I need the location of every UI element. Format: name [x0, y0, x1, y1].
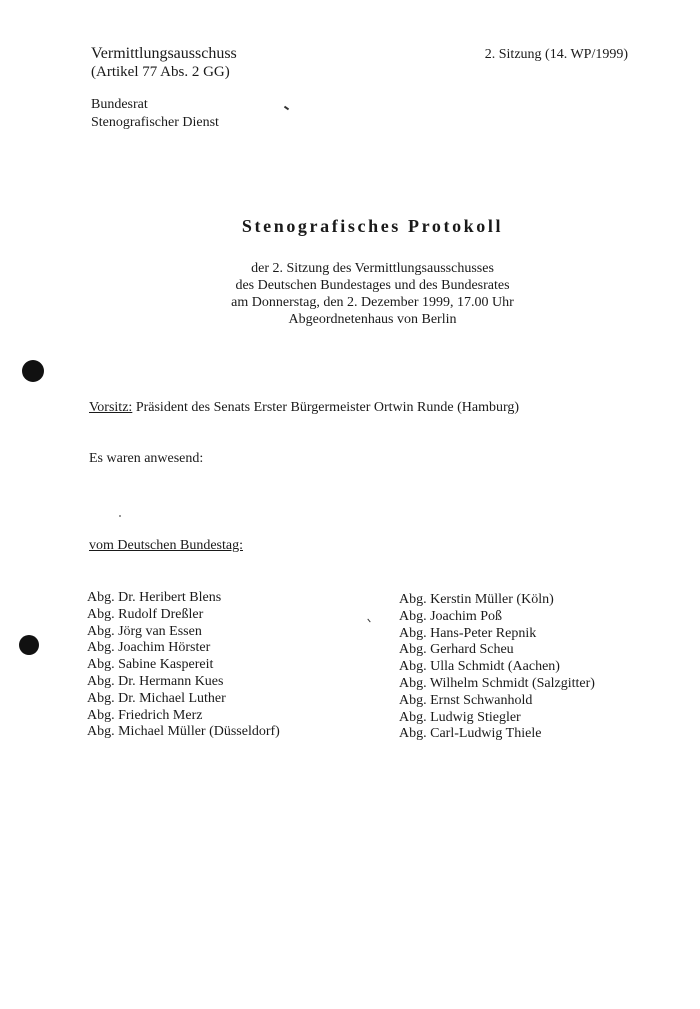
bundestag-heading: vom Deutschen Bundestag:	[89, 538, 243, 553]
document-title: Stenografisches Protokoll	[241, 216, 504, 236]
committee-name: Vermittlungsausschuss	[91, 45, 237, 62]
subtitle-line: der 2. Sitzung des Vermittlungsausschusses	[251, 261, 494, 276]
session-number: 2. Sitzung (14. WP/1999)	[484, 47, 628, 62]
chair-label: Vorsitz:	[89, 400, 133, 415]
members-left-column	[87, 590, 280, 741]
list-item: Abg. Hans-Peter Repnik	[399, 625, 537, 641]
list-item: Abg. Joachim Hörster	[87, 640, 211, 656]
list-item: Abg. Wilhelm Schmidt (Salzgitter)	[399, 675, 595, 691]
scan-speck-icon	[119, 515, 121, 517]
list-item: Abg. Jörg van Essen	[87, 623, 202, 639]
members-right-column	[399, 592, 595, 743]
list-item: Abg. Carl-Ludwig Thiele	[399, 726, 542, 742]
list-item: Abg. Ernst Schwanhold	[399, 692, 533, 708]
subtitle-line: des Deutschen Bundestages und des Bundesrates	[235, 278, 510, 293]
document-subtitle	[0, 260, 700, 328]
scan-speck-icon	[367, 619, 370, 623]
sender-block	[91, 96, 219, 132]
present-label: Es waren anwesend:	[89, 451, 204, 466]
punch-hole-icon	[22, 360, 44, 382]
punch-hole-icon	[19, 635, 39, 655]
list-item: Abg. Rudolf Dreßler	[87, 606, 204, 622]
list-item: Abg. Ludwig Stiegler	[399, 709, 521, 725]
committee-article: (Artikel 77 Abs. 2 GG)	[91, 64, 230, 80]
list-item: Abg. Joachim Poß	[399, 608, 503, 624]
list-item: Abg. Gerhard Scheu	[399, 642, 514, 658]
header-committee	[91, 44, 237, 82]
sender-line-2: Stenografischer Dienst	[91, 115, 219, 130]
list-item: Abg. Dr. Heribert Blens	[87, 590, 222, 605]
scan-speck-icon	[284, 106, 289, 111]
list-item: Abg. Ulla Schmidt (Aachen)	[399, 659, 560, 675]
list-item: Abg. Dr. Michael Luther	[87, 690, 226, 706]
subtitle-line: Abgeordnetenhaus von Berlin	[288, 312, 457, 327]
chair-line	[89, 400, 519, 416]
list-item: Abg. Sabine Kaspereit	[87, 657, 214, 673]
list-item: Abg. Friedrich Merz	[87, 707, 203, 723]
chair-text: Präsident des Senats Erster Bürgermeister Ortwin Runde (Hamburg)	[132, 400, 520, 415]
sender-line-1: Bundesrat	[91, 97, 148, 112]
list-item: Abg. Michael Müller (Düsseldorf)	[87, 724, 280, 740]
list-item: Abg. Dr. Hermann Kues	[87, 673, 224, 689]
subtitle-line: am Donnerstag, den 2. Dezember 1999, 17.00 Uhr	[231, 295, 514, 310]
list-item: Abg. Kerstin Müller (Köln)	[399, 592, 554, 607]
